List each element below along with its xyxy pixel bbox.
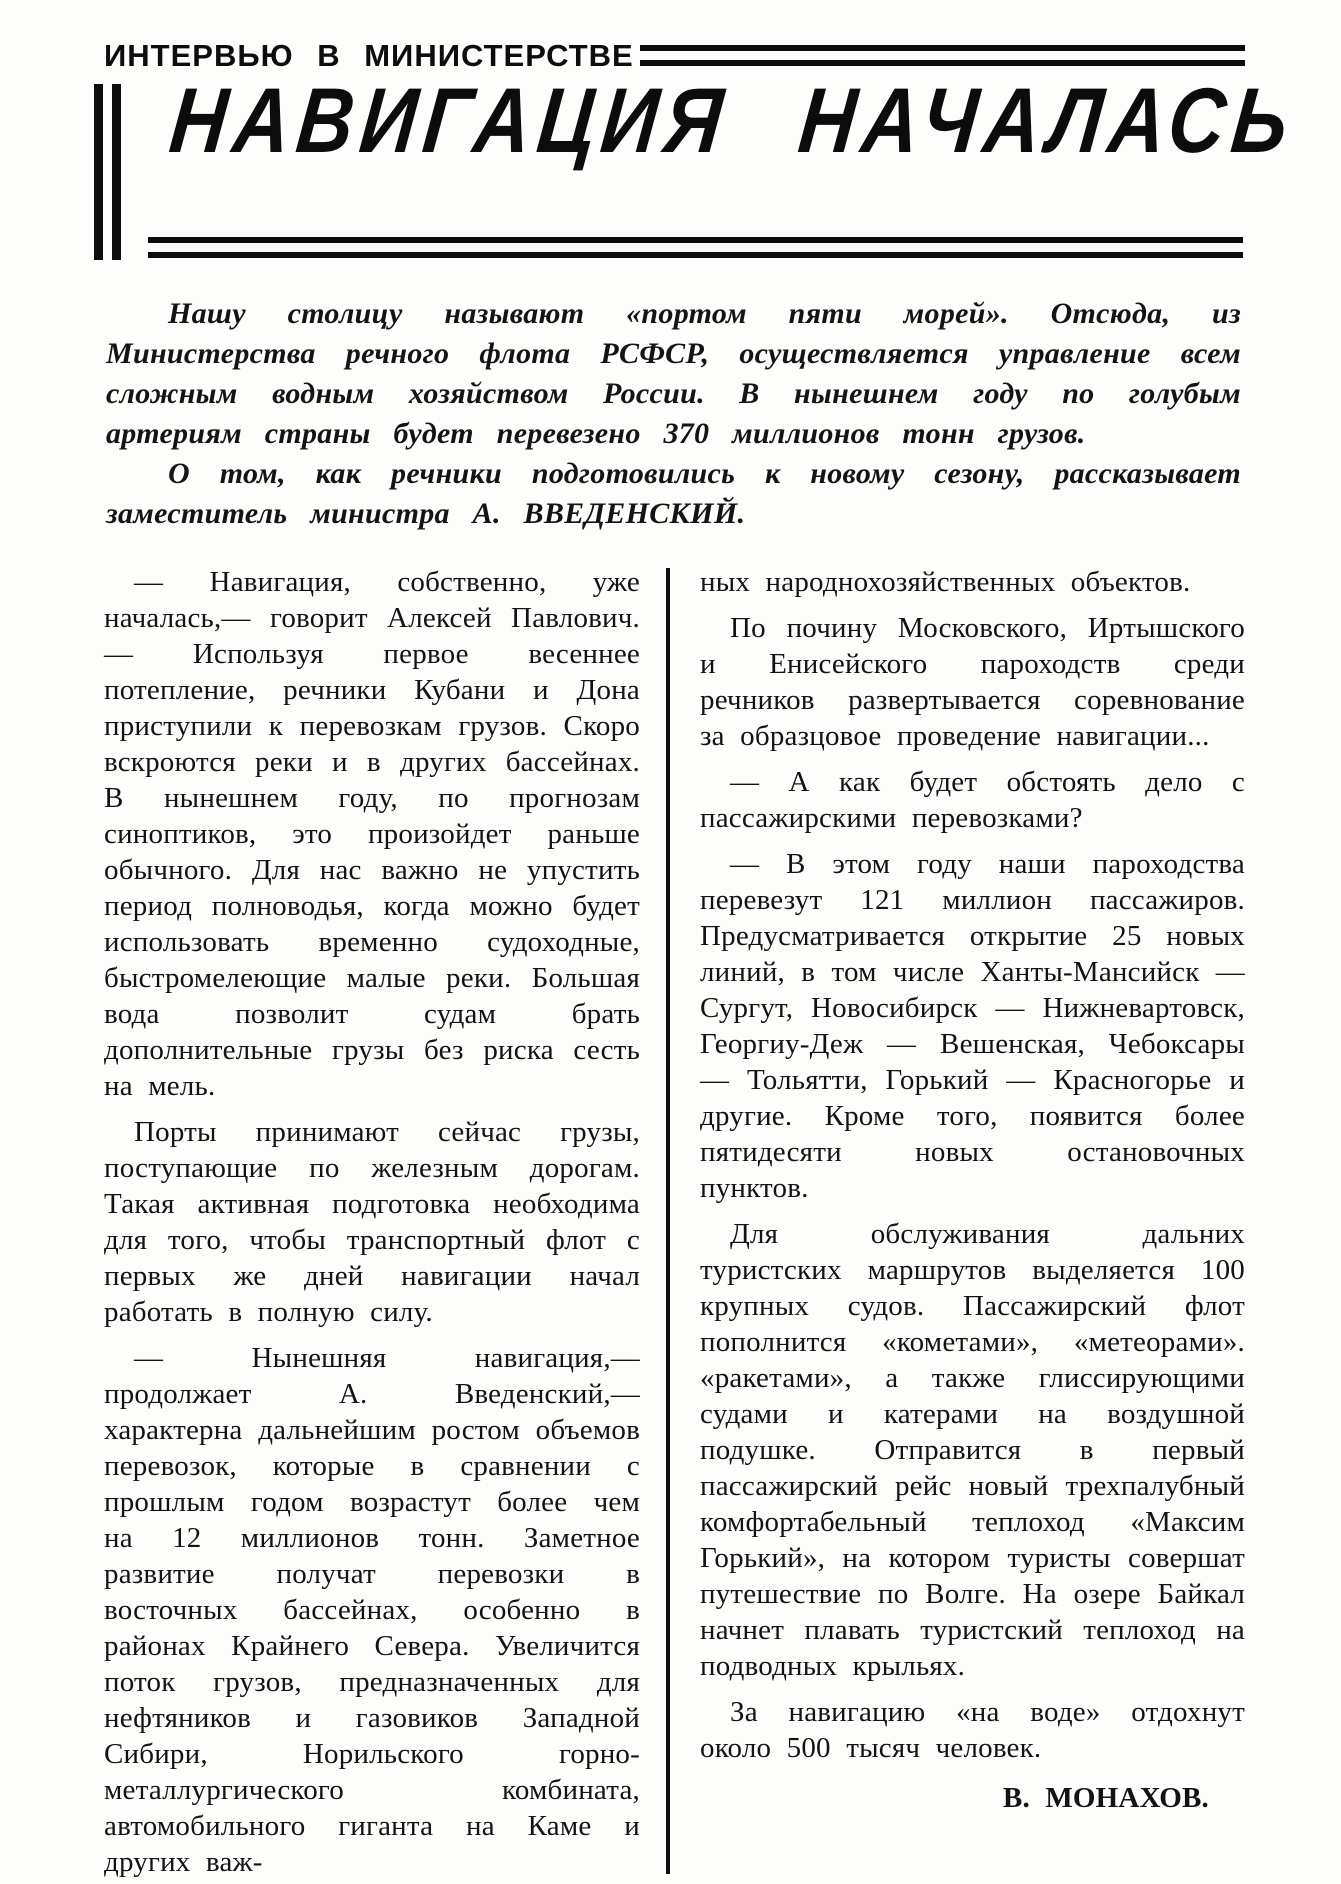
body-paragraph: — Навигация, собственно, уже началась,— говорит Алексей Павлович.— Используя первое весеннее потепление, речники Кубани и Дона приступили к перевозкам грузов. Скоро вскроются реки и в других бассейнах. В нынешнем году, по прогнозам синоптиков, это произойдет раньше обычного. Для нас важно не упустить период полноводья, когда можно будет использовать временно судоходные, быстромелеющие малые реки. Большая вода позволит судам брать дополнительные грузы без риска сесть на мель.	[104, 566, 640, 1102]
body-paragraph: По почину Московского, Иртышского и Енисейского пароходств среди речников развертывается соревнование за образцовое проведение навигации...	[700, 612, 1245, 752]
author-signature: В. МОНАХОВ.	[1002, 1782, 1209, 1814]
title-left-bars	[94, 84, 121, 260]
column-left	[104, 564, 640, 1880]
kicker-rule	[640, 45, 1245, 66]
body-paragraph: ных народнохозяйственных объектов.	[700, 566, 1191, 598]
body-paragraph: Порты принимают сейчас грузы, поступающие по железным дорогам. Такая активная подготовка необходима для того, чтобы транспортный флот с первых же дней навигации начал работать в полную силу.	[104, 1116, 640, 1328]
column-divider	[666, 568, 670, 1874]
lead-section	[104, 294, 1245, 534]
lead-paragraph-1: Нашу столицу называют «портом пяти морей». Отсюда, из Министерства речного флота РСФСР, осуществляется управление всем сложным водным хозяйством России. В нынешнем году по голубым артериям страны будет перевезено 370 миллионов тонн грузов.	[106, 297, 1241, 450]
kicker: ИНТЕРВЬЮ В МИНИСТЕРСТВЕ	[104, 38, 634, 73]
title-rule	[148, 237, 1243, 258]
body-paragraph: Для обслуживания дальних туристских маршрутов выделяется 100 крупных судов. Пассажирский флот пополнится «кометами», «метеорами». «ракетами», а также глиссирующими судами и катерами на воздушной подушке. Отправится в первый пассажирский рейс новый трехпалубный комфортабельный теплоход «Максим Горький», на котором туристы совершат путешествие по Волге. На озере Байкал начнет плавать туристский теплоход на подводных крыльях.	[700, 1218, 1245, 1682]
lead-paragraph-2: О том, как речники подготовились к новому сезону, рассказывает заместитель министра А. ВВЕДЕНСКИЙ.	[106, 457, 1241, 530]
body-paragraph: За навигацию «на воде» отдохнут около 500 тысяч человек.	[700, 1696, 1245, 1764]
body-paragraph: — Нынешняя навигация,— продолжает А. Введенский,— характерна дальнейшим ростом объемов перевозок, которые в сравнении с прошлым годом возрастут более чем на 12 миллионов тонн. Заметное развитие получат перевозки в восточных бассейнах, особенно в районах Крайнего Севера. Увеличится поток грузов, предназначенных для нефтяников и газовиков Западной Сибири, Норильского горно-металлургического комбината, автомобильного гиганта на Каме и других важ-	[104, 1342, 640, 1878]
title-block	[104, 68, 1300, 260]
body-paragraph: — В этом году наши пароходства перевезут 121 миллион пассажиров. Предусматривается открытие 25 новых линий, в том числе Ханты-Мансийск — Сургут, Новосибирск — Нижневартовск, Георгиу-Деж — Вешенская, Чебоксары — Тольятти, Горький — Красногорье и другие. Кроме того, появится более пятидесяти новых остановочных пунктов.	[700, 848, 1245, 1204]
column-right	[700, 564, 1245, 1880]
article-body	[104, 564, 1245, 1880]
article-header	[104, 38, 1300, 260]
article-title: НАВИГАЦИЯ НАЧАЛАСЬ	[165, 68, 1300, 172]
body-paragraph: — А как будет обстоять дело с пассажирскими перевозками?	[700, 766, 1245, 834]
